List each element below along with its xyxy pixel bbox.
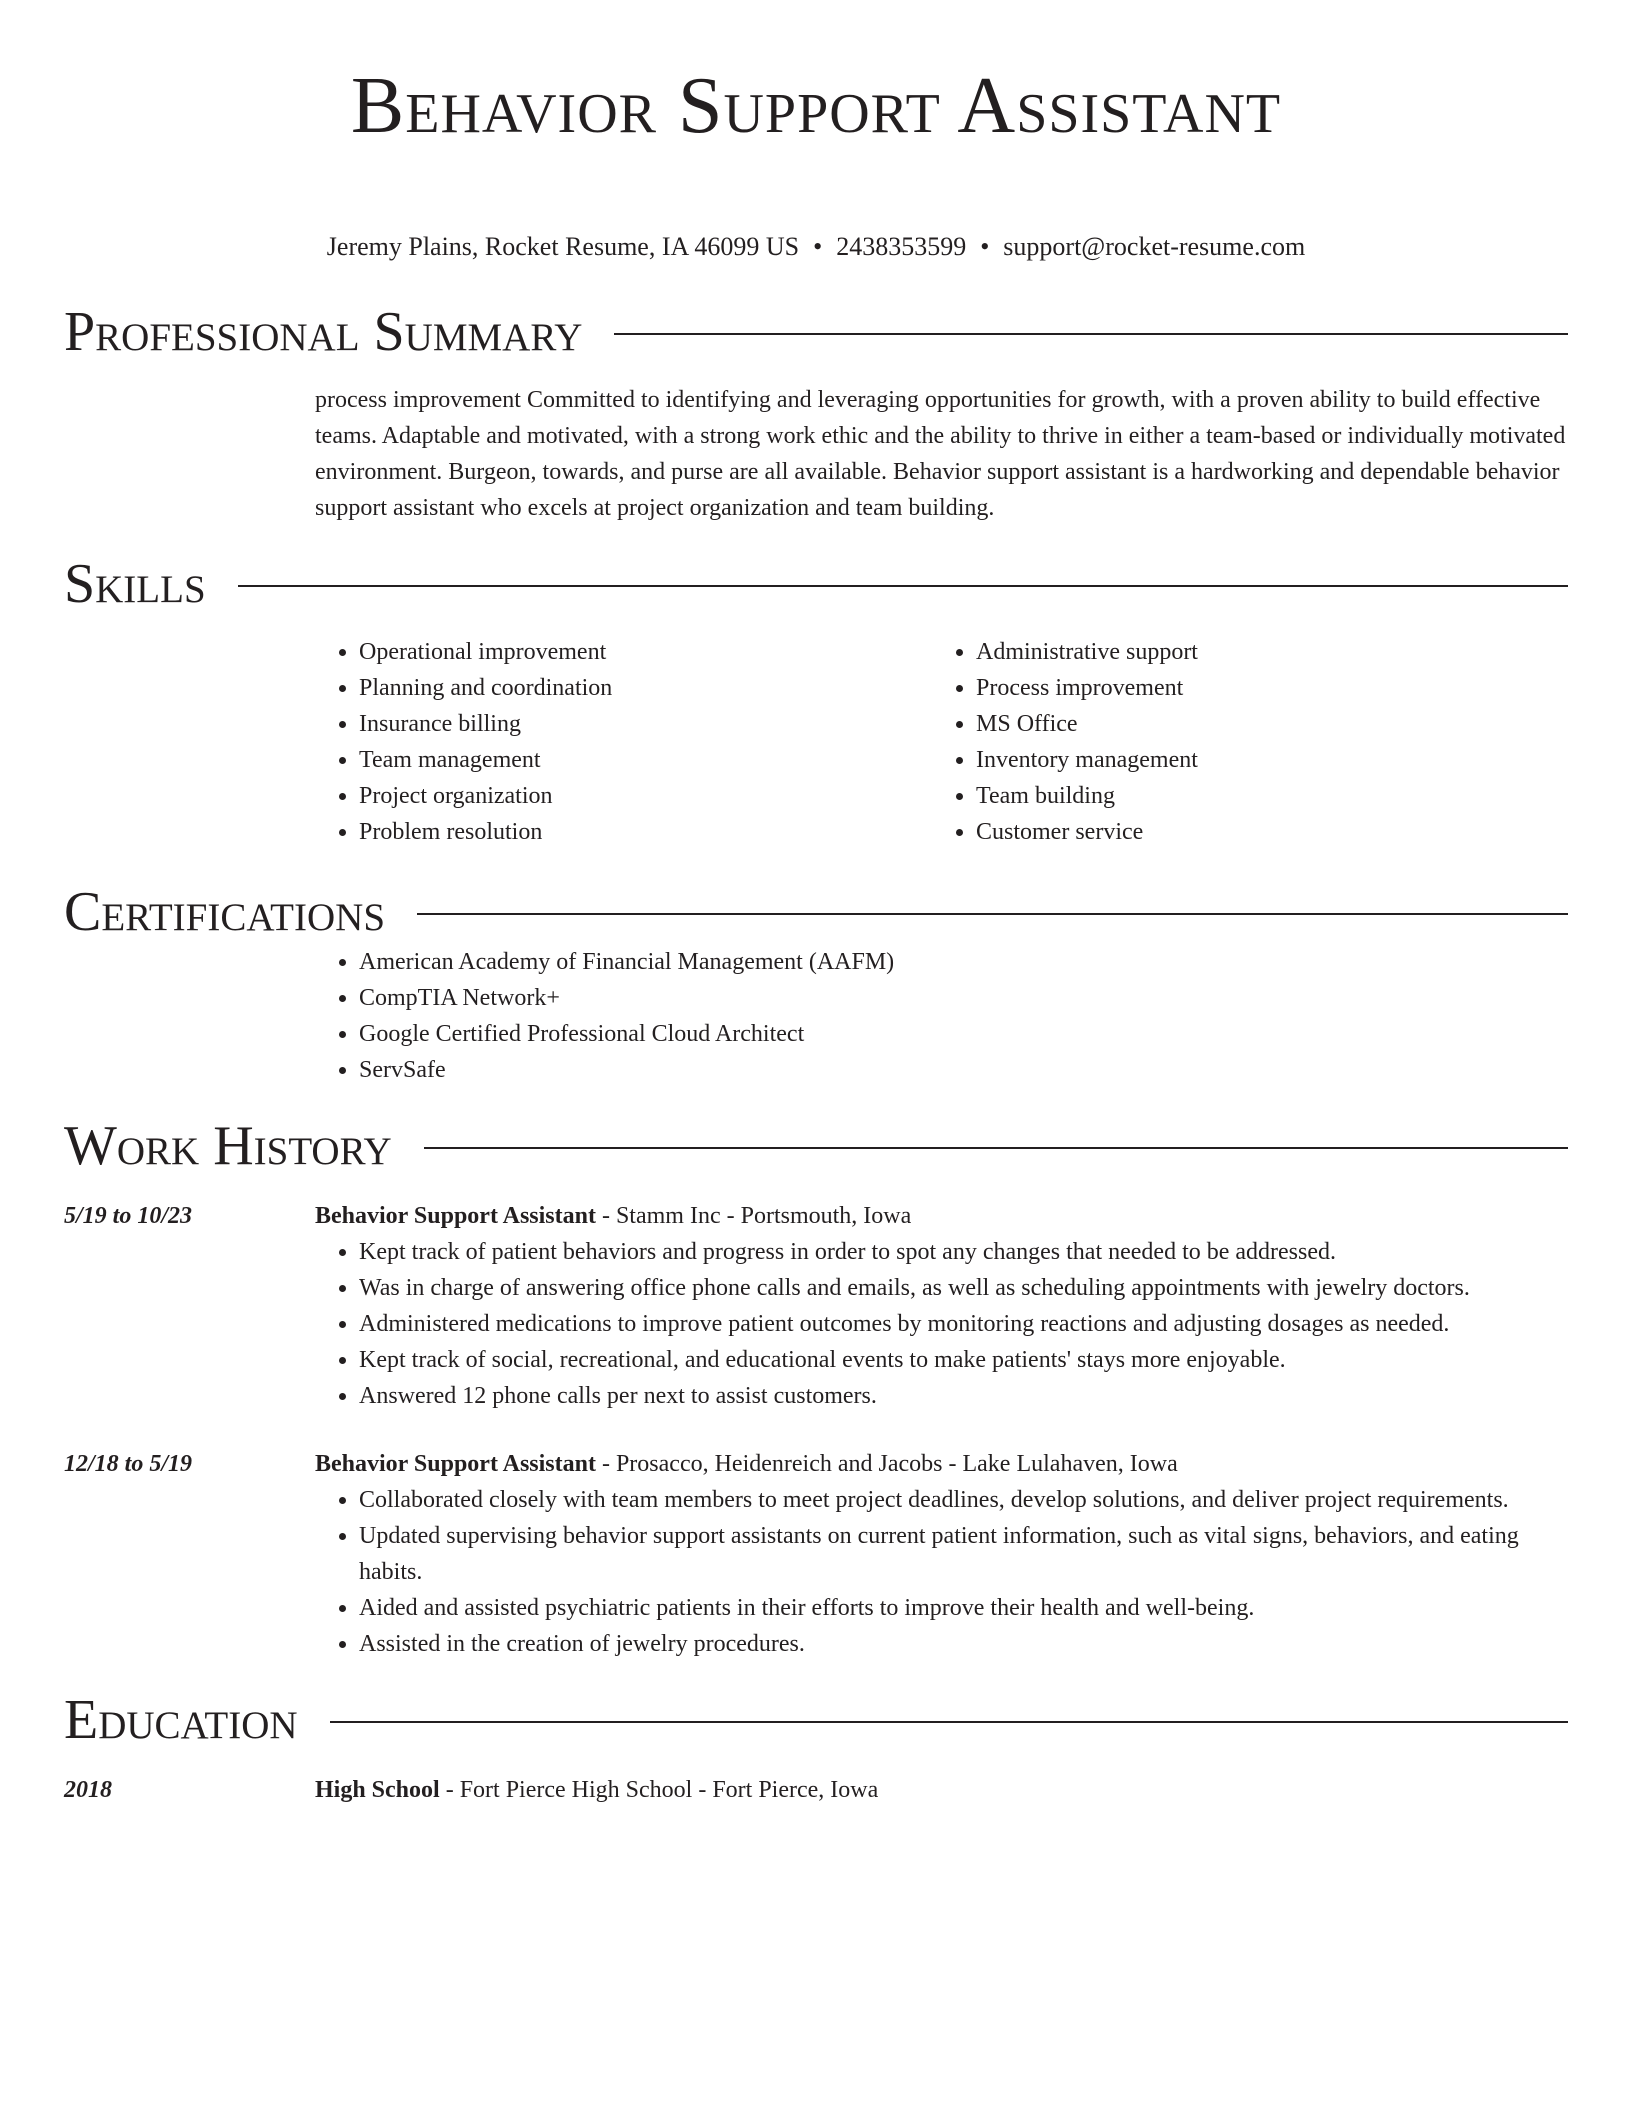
certifications-body <box>315 944 1568 1088</box>
resume-page <box>64 0 1568 1808</box>
education-year: 2018 <box>64 1777 112 1803</box>
summary-text: process improvement Committed to identifying and leveraging opportunities for growth, with a proven ability to build effective teams. Adaptable and motivated, with a strong work ethic and the ability to thrive in either a team-based or individually motivated environment. Burgeon, towards, and purse are all available. Behavior support assistant is a hardworking and dependable behavior support assistant who excels at project organization and team building. <box>315 387 1566 521</box>
section-divider <box>424 1147 1568 1149</box>
job-bullet: • Aided and assisted psychiatric patients in their efforts to improve their health and well-being. <box>359 1590 1568 1626</box>
skill-item: • Team building <box>976 778 1549 814</box>
certifications-section-header <box>64 880 1568 944</box>
job-entry <box>64 1198 1568 1414</box>
job-bullet: • Assisted in the creation of jewelry procedures. <box>359 1626 1568 1662</box>
job-content <box>315 1198 1568 1414</box>
job-heading <box>315 1198 1568 1234</box>
skill-item: • Team management <box>359 742 932 778</box>
summary-section-header <box>64 300 1568 364</box>
resume-title: Behavior Support Assistant <box>350 62 1282 150</box>
job-content <box>315 1446 1568 1662</box>
contact-separator: • <box>813 232 823 261</box>
job-heading <box>315 1446 1568 1482</box>
job-bullet: • Collaborated closely with team members to meet project deadlines, develop solutions, and deliver project requirements. <box>359 1482 1568 1518</box>
skill-item: • Administrative support <box>976 634 1549 670</box>
skills-list-right <box>932 634 1549 850</box>
skill-item: • MS Office <box>976 706 1549 742</box>
skill-item: • Problem resolution <box>359 814 932 850</box>
skills-column-left <box>315 634 932 850</box>
skill-item: • Project organization <box>359 778 932 814</box>
work-heading: Work History <box>64 1115 392 1177</box>
job-employer: - Prosacco, Heidenreich and Jacobs - Lake Lulahaven, Iowa <box>595 1451 1178 1477</box>
summary-body <box>315 382 1568 526</box>
job-title: Behavior Support Assistant <box>315 1451 596 1477</box>
job-bullet: • Answered 12 phone calls per next to assist customers. <box>359 1378 1568 1414</box>
skills-body <box>315 634 1568 850</box>
contact-email: support@rocket-resume.com <box>1003 232 1306 261</box>
section-divider <box>614 333 1568 335</box>
job-bullets <box>315 1234 1568 1414</box>
education-section-header <box>64 1688 1568 1752</box>
job-bullet: • Updated supervising behavior support assistants on current patient information, such as vital signs, behaviors, and eating habits. <box>359 1518 1568 1590</box>
certifications-heading: Certifications <box>64 881 386 943</box>
job-title: Behavior Support Assistant <box>315 1203 596 1229</box>
education-heading: Education <box>64 1689 298 1751</box>
certification-item: • American Academy of Financial Management (AAFM) <box>359 944 1568 980</box>
skill-item: • Operational improvement <box>359 634 932 670</box>
contact-separator: • <box>980 232 990 261</box>
education-school: - Fort Pierce High School - Fort Pierce, Iowa <box>439 1777 879 1803</box>
job-bullet: • Administered medications to improve patient outcomes by monitoring reactions and adjusting dosages as needed. <box>359 1306 1568 1342</box>
contact-line <box>64 230 1568 264</box>
section-divider <box>417 913 1568 915</box>
skill-item: • Inventory management <box>976 742 1549 778</box>
certification-item: • Google Certified Professional Cloud Architect <box>359 1016 1568 1052</box>
education-heading-line <box>315 1772 1568 1808</box>
skill-item: • Insurance billing <box>359 706 932 742</box>
job-dates: 12/18 to 5/19 <box>64 1451 193 1477</box>
skill-item: • Customer service <box>976 814 1549 850</box>
contact-phone: 2438353599 <box>836 232 967 261</box>
job-bullet: • Kept track of patient behaviors and progress in order to spot any changes that needed to be addressed. <box>359 1234 1568 1270</box>
job-bullets <box>315 1482 1568 1662</box>
section-divider <box>238 585 1568 587</box>
education-content <box>315 1772 1568 1808</box>
certifications-list <box>315 944 1568 1088</box>
education-degree: High School <box>315 1777 440 1803</box>
job-bullet: • Kept track of social, recreational, and educational events to make patients' stays more enjoyable. <box>359 1342 1568 1378</box>
skills-list-left <box>315 634 932 850</box>
job-bullet: • Was in charge of answering office phone calls and emails, as well as scheduling appointments with jewelry doctors. <box>359 1270 1568 1306</box>
skills-section-header <box>64 552 1568 616</box>
education-entry <box>64 1772 1568 1808</box>
skill-item: • Process improvement <box>976 670 1549 706</box>
skills-grid <box>315 634 1568 850</box>
skills-heading: Skills <box>64 553 206 615</box>
certification-item: • ServSafe <box>359 1052 1568 1088</box>
skills-column-right <box>932 634 1549 850</box>
job-dates: 5/19 to 10/23 <box>64 1203 193 1229</box>
skill-item: • Planning and coordination <box>359 670 932 706</box>
summary-heading: Professional Summary <box>64 301 583 363</box>
contact-address: Jeremy Plains, Rocket Resume, IA 46099 US <box>326 232 800 261</box>
work-section-header <box>64 1114 1568 1178</box>
certification-item: • CompTIA Network+ <box>359 980 1568 1016</box>
section-divider <box>330 1721 1568 1723</box>
job-employer: - Stamm Inc - Portsmouth, Iowa <box>595 1203 912 1229</box>
job-entry <box>64 1446 1568 1662</box>
